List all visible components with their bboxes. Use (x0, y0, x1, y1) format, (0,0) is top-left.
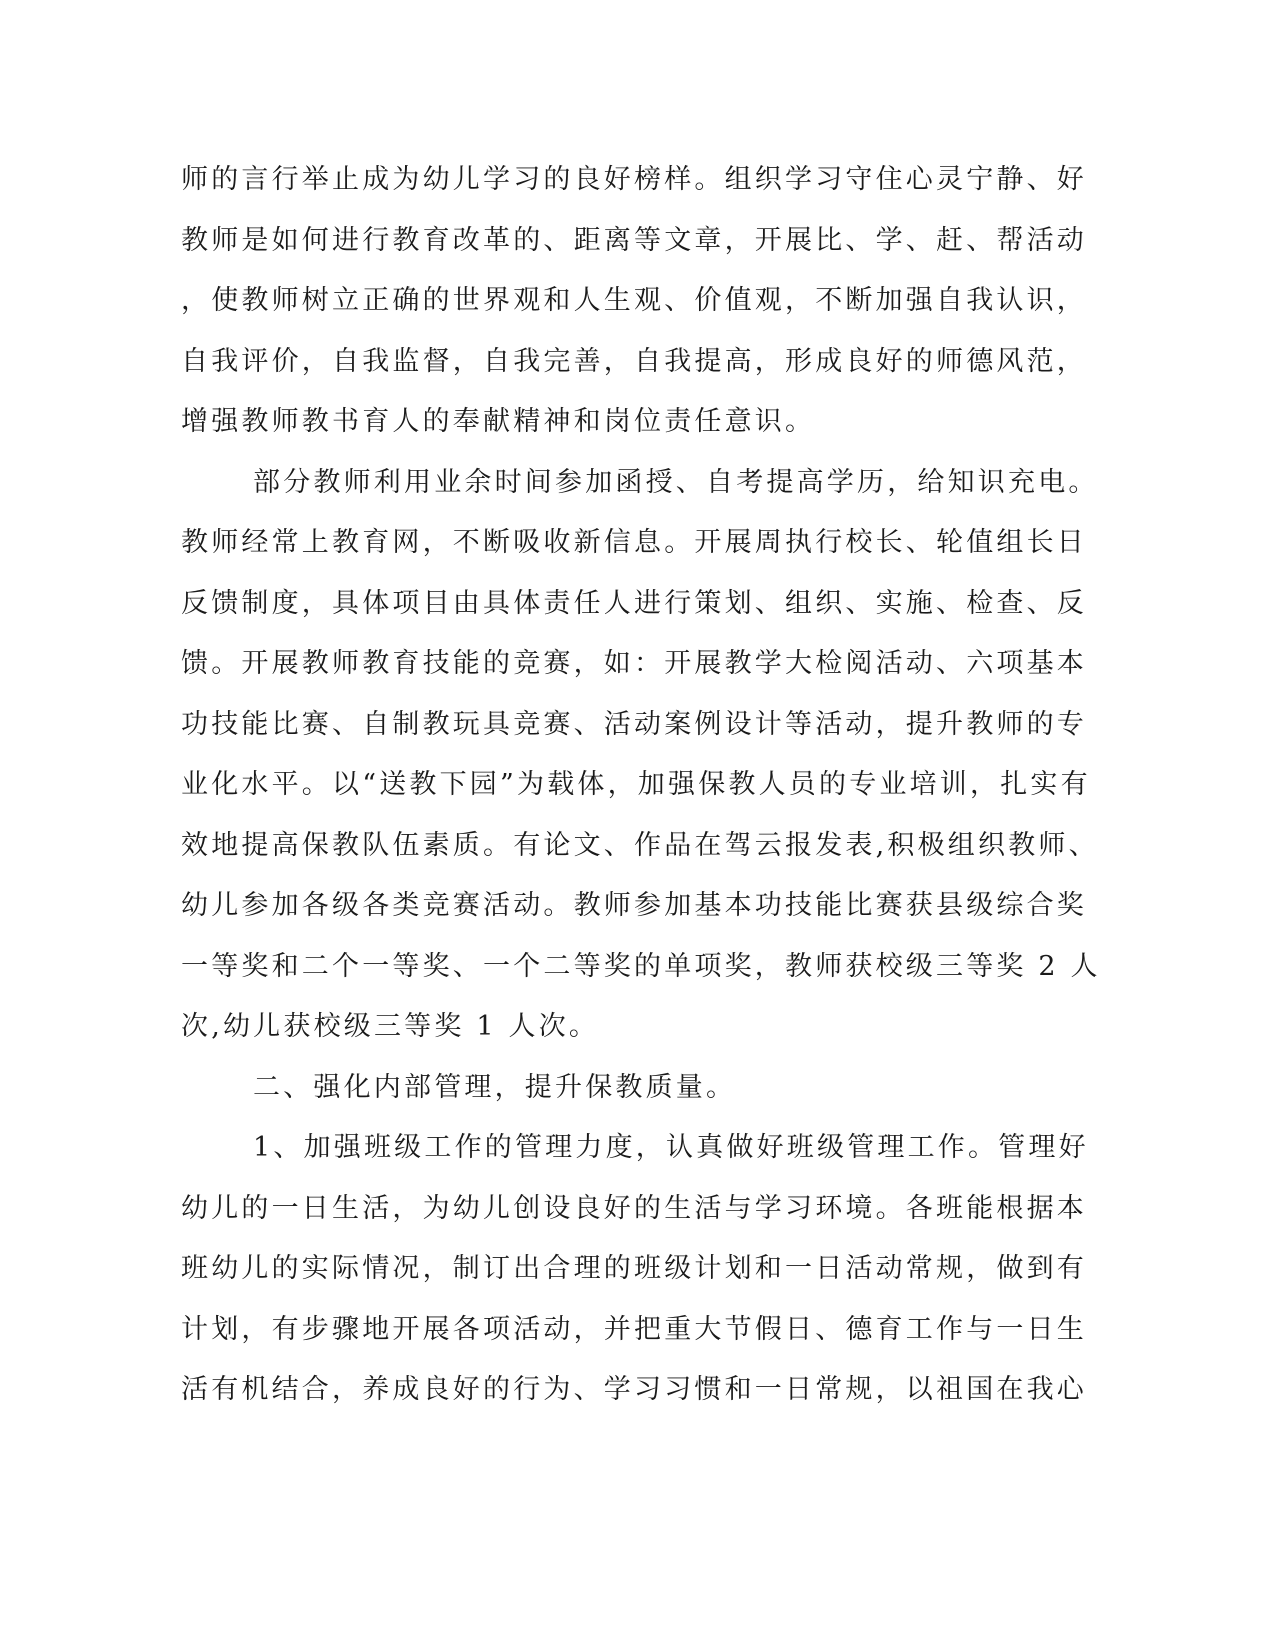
text-line: 教师经常上教育网，不断吸收新信息。开展周执行校长、轮值组长日 (181, 527, 1087, 558)
text-line: 活有机结合，养成良好的行为、学习习惯和一日常规，以祖国在我心 (181, 1374, 1087, 1405)
text-line: 教师是如何进行教育改革的、距离等文章，开展比、学、赶、帮活动 (181, 224, 1087, 256)
text-line: 班幼儿的实际情况，制订出合理的班级计划和一日活动常规，做到有 (181, 1253, 1087, 1284)
text-line: 自我评价，自我监督，自我完善，自我提高，形成良好的师德风范， (181, 345, 1087, 377)
text-line: 师的言行举止成为幼儿学习的良好榜样。组织学习守住心灵宁静、好 (181, 164, 1087, 195)
section-heading: 二、强化内部管理，提升保教质量。 (253, 1071, 737, 1103)
paragraph-start-line: 部分教师利用业余时间参加函授、自考提高学历，给知识充电。 (253, 466, 1099, 498)
paragraph-start-line: 1、加强班级工作的管理力度，认真做好班级管理工作。管理好 (253, 1132, 1089, 1163)
text-line: 馈。开展教师教育技能的竞赛，如：开展教学大检阅活动、六项基本 (181, 648, 1087, 679)
text-line: 反馈制度，具体项目由具体责任人进行策划、组织、实施、检查、反 (181, 587, 1087, 619)
text-line: 幼儿参加各级各类竞赛活动。教师参加基本功技能比赛获县级综合奖 (181, 890, 1087, 921)
text-line: 业化水平。以“送教下园”为载体，加强保教人员的专业培训，扎实有 (181, 769, 1091, 800)
text-line: ，使教师树立正确的世界观和人生观、价值观，不断加强自我认识， (181, 285, 1087, 316)
body-text (181, 150, 1101, 1421)
text-line: 效地提高保教队伍素质。有论文、作品在驾云报发表,积极组织教师、 (181, 829, 1099, 861)
text-line: 幼儿的一日生活，为幼儿创设良好的生活与学习环境。各班能根据本 (181, 1192, 1087, 1224)
text-line: 功技能比赛、自制教玩具竞赛、活动案例设计等活动，提升教师的专 (181, 708, 1087, 740)
text-line: 计划，有步骤地开展各项活动，并把重大节假日、德育工作与一日生 (181, 1313, 1087, 1345)
text-line: 一等奖和二个一等奖、一个二等奖的单项奖，教师获校级三等奖 2 人 (181, 950, 1101, 982)
text-line: 增强教师教书育人的奉献精神和岗位责任意识。 (181, 406, 816, 437)
text-line: 次,幼儿获校级三等奖 1 人次。 (181, 1011, 600, 1042)
